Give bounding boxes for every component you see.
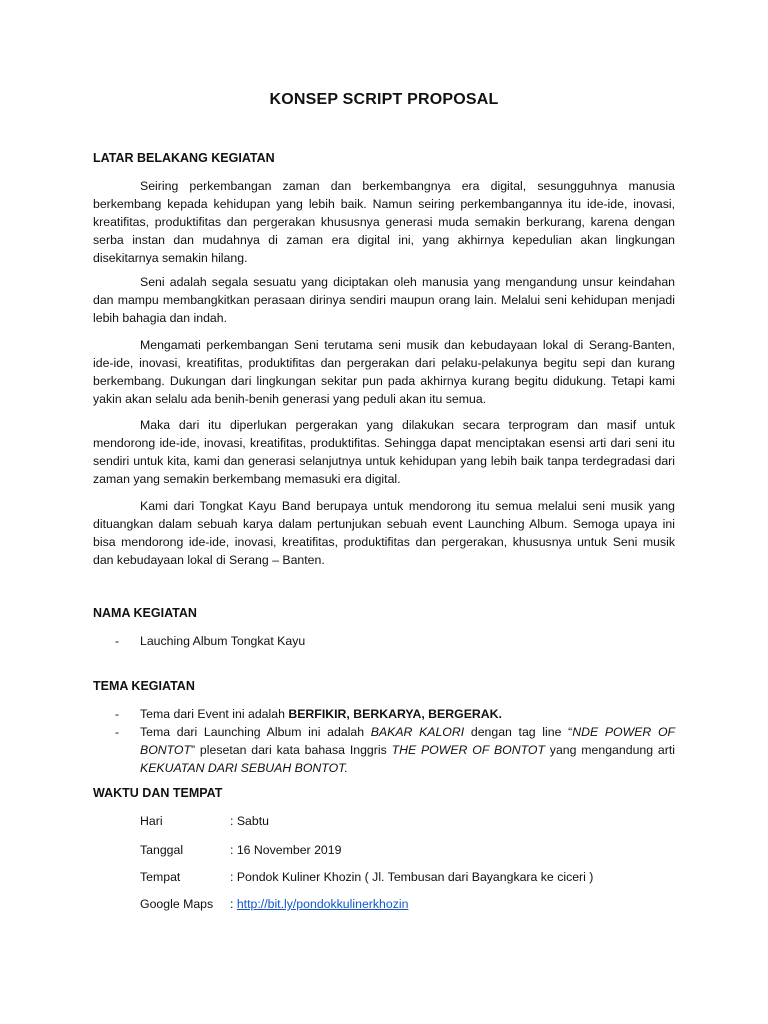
info-label: Google Maps — [140, 897, 214, 911]
section-heading-waktu: WAKTU DAN TEMPAT — [93, 786, 223, 800]
tema-2-text-a: Tema dari Launching Album ini adalah — [140, 725, 371, 739]
tema-item-1 — [140, 705, 675, 723]
tema-2-album: BAKAR KALORI — [370, 725, 465, 739]
info-value — [230, 895, 408, 913]
info-value: : 16 November 2019 — [230, 843, 342, 857]
tema-2-text-e: ” plesetan dari kata bahasa Inggris — [191, 743, 392, 757]
paragraph-2: Seni adalah segala sesuatu yang diciptakan oleh manusia yang mengandung unsur keindahan dan mampu membangkitkan perasaan dirinya sendiri maupun orang lain. Melalui seni kehidupan menjadi lebih bahagia dan indah. — [93, 275, 675, 325]
bullet-dash: - — [115, 707, 120, 721]
google-maps-link[interactable]: http://bit.ly/pondokkulinerkhozin — [236, 897, 409, 911]
list-item-tema-2 — [93, 723, 675, 777]
tema-2-text-c: dengan tag line “ — [464, 725, 573, 739]
section-heading-nama: NAMA KEGIATAN — [93, 606, 197, 620]
tema-2-text-g: yang mengandung arti — [544, 743, 675, 757]
tema-2-tagline: NDE POWER OF BONTOT — [140, 725, 676, 757]
paragraph-5: Kami dari Tongkat Kayu Band berupaya untuk mendorong itu semua melalui seni musik yang dituangkan dalam sebuah karya dalam pertunjukan sebuah event Launching Album. Semoga upaya ini bisa mendorong ide-ide, inovasi, kreatifitas, produktifitas dan pergerakan, khususnya untuk Seni musik dan kebudayaan lokal di Serang – Banten. — [93, 499, 675, 567]
tema-2-meaning: KEKUATAN DARI SEBUAH BONTOT. — [140, 761, 348, 775]
bullet-dash: - — [115, 725, 120, 739]
document-title: KONSEP SCRIPT PROPOSAL — [269, 91, 499, 108]
info-value: : Sabtu — [230, 814, 269, 828]
bullet-dash: - — [115, 634, 120, 648]
list-item-tema-1 — [93, 705, 675, 723]
info-value: : Pondok Kuliner Khozin ( Jl. Tembusan dari Bayangkara ke ciceri ) — [230, 870, 594, 884]
paragraph-4: Maka dari itu diperlukan pergerakan yang dilakukan secara terprogram dan masif untuk mendorong ide-ide, inovasi, kreatifitas, produktifitas. Sehingga dapat menciptakan esensi arti dari seni itu sendiri untuk kita, kami dan generasi selanjutnya untuk kehidupan yang lebih baik tanpa terdegradasi dari zaman yang semakin berkembang memasuki era digital. — [93, 418, 675, 486]
info-label: Tanggal — [140, 843, 184, 857]
section-heading-tema: TEMA KEGIATAN — [93, 679, 195, 693]
nama-kegiatan-text: Lauching Album Tongkat Kayu — [140, 634, 306, 648]
paragraph-3: Mengamati perkembangan Seni terutama seni musik dan kebudayaan lokal di Serang-Banten, ide-ide, inovasi, kreatifitas, produktifitas dan pergerakan dari pelaku-pelakunya begitu sepi dan kurang berkembang. Dukungan dari lingkungan sekitar pun pada akhirnya kurang begitu didukung. Tetapi kami yakin akan selalu ada benih-benih generasi yang peduli akan itu semua. — [93, 338, 675, 406]
paragraph-1: Seiring perkembangan zaman dan berkembangnya era digital, sesungguhnya manusia berkembang kepada kehidupan yang lebih baik. Namun seiring perkembangannya itu ide-ide, inovasi, kreatifitas, produktifitas dan pergerakan khususnya generasi muda semakin berkurang, karena dengan serba instan dan mudahnya di zaman era digital ini, yang akhirnya kepedulian akan lingkungan disekitarnya semakin hilang. — [93, 179, 675, 265]
tema-1-bold: BERFIKIR, BERKARYA, BERGERAK. — [288, 707, 502, 721]
info-colon: : — [230, 897, 237, 911]
list-item-nama — [93, 632, 675, 650]
tema-1-text: Tema dari Event ini adalah — [140, 707, 289, 721]
info-label: Tempat — [140, 870, 181, 884]
tema-item-2 — [140, 723, 675, 777]
info-label: Hari — [140, 814, 163, 828]
section-heading-latar: LATAR BELAKANG KEGIATAN — [93, 151, 275, 165]
tema-2-english: THE POWER OF BONTOT — [391, 743, 545, 757]
